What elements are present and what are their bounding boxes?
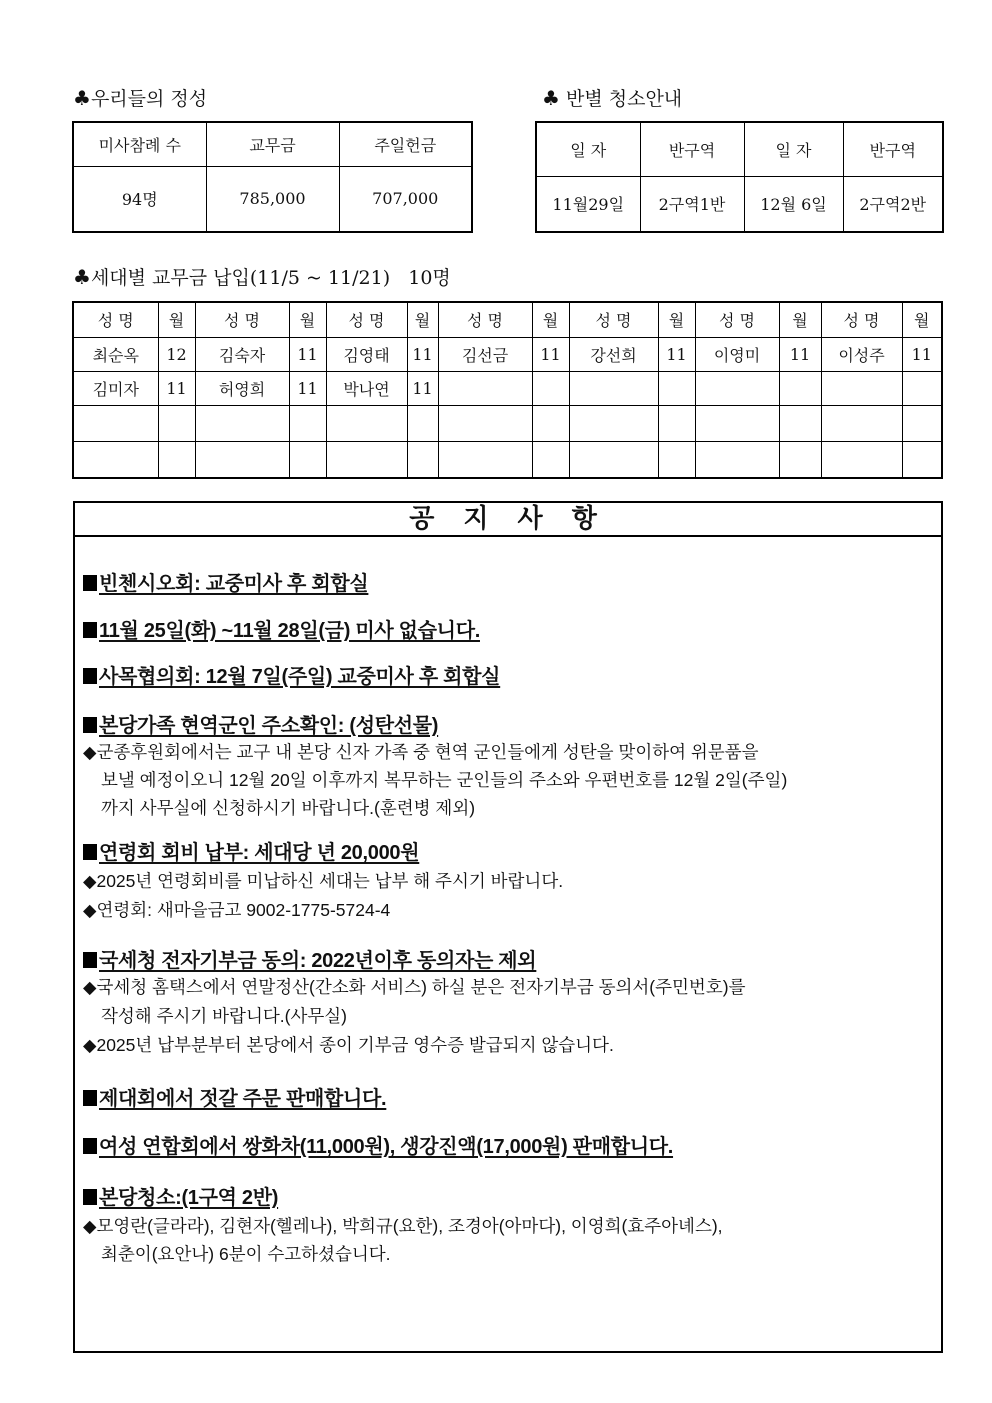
square-bullet-icon bbox=[83, 1189, 97, 1205]
offering-header-attendance: 미사참례 수 bbox=[73, 122, 206, 166]
dues-name bbox=[326, 441, 407, 478]
dues-name bbox=[195, 405, 289, 441]
table-row bbox=[73, 371, 942, 405]
dues-name: 김영태 bbox=[326, 337, 407, 371]
cleaning-section-title bbox=[542, 84, 682, 111]
notice-item-title bbox=[83, 709, 438, 738]
dues-name: 이성주 bbox=[821, 337, 902, 371]
dues-month bbox=[779, 441, 821, 478]
square-bullet-icon bbox=[83, 575, 97, 591]
dues-month bbox=[407, 405, 438, 441]
dues-name bbox=[569, 441, 658, 478]
dues-name bbox=[821, 405, 902, 441]
dues-header-row bbox=[73, 302, 942, 337]
offering-table bbox=[72, 121, 473, 233]
cleaning-header-date-1: 일 자 bbox=[536, 122, 640, 176]
dues-month bbox=[779, 371, 821, 405]
dues-name: 김미자 bbox=[73, 371, 158, 405]
dues-name bbox=[438, 441, 532, 478]
square-bullet-icon bbox=[83, 1138, 97, 1154]
notice-line: 작성해 주시기 바랍니다.(사무실) bbox=[101, 1006, 348, 1026]
notice-title-text: 본당청소:(1구역 2반) bbox=[99, 1187, 279, 1209]
dues-month bbox=[289, 405, 326, 441]
dues-month bbox=[902, 441, 942, 478]
dues-table bbox=[72, 301, 943, 479]
notice-line: ◆모영란(글라라), 김현자(헬레나), 박희규(요한), 조경아(아마다), 이영희(효주아녜스), bbox=[83, 1216, 723, 1236]
notice-line: ◆연령회: 새마을금고 9002-1775-5724-4 bbox=[83, 900, 391, 920]
notice-item-title bbox=[83, 660, 500, 689]
dues-month: 11 bbox=[407, 337, 438, 371]
dues-name bbox=[569, 405, 658, 441]
square-bullet-icon bbox=[83, 952, 97, 968]
dues-month bbox=[532, 441, 569, 478]
dues-name: 허영희 bbox=[195, 371, 289, 405]
notice-title-text: 본당가족 현역군인 주소확인: (성탄선물) bbox=[99, 715, 439, 737]
dues-header-month: 월 bbox=[902, 302, 942, 337]
dues-month: 11 bbox=[289, 371, 326, 405]
dues-name bbox=[569, 371, 658, 405]
dues-name bbox=[821, 441, 902, 478]
offering-header-dues: 교무금 bbox=[206, 122, 339, 166]
dues-name bbox=[73, 441, 158, 478]
notice-title-text: 국세청 전자기부금 동의: 2022년이후 동의자는 제외 bbox=[99, 950, 537, 972]
notice-item-title bbox=[83, 1181, 278, 1210]
dues-name bbox=[438, 371, 532, 405]
cleaning-area-2: 2구역2반 bbox=[843, 176, 943, 232]
dues-header-name: 성 명 bbox=[73, 302, 158, 337]
dues-title-text: 세대별 교무금 납입 bbox=[90, 267, 250, 289]
notice-heading: 공 지 사 항 bbox=[75, 503, 941, 537]
notice-title-text: 11월 25일(화) ~11월 28일(금) 미사 없습니다. bbox=[99, 620, 480, 642]
notice-title-text: 제대회에서 젓갈 주문 판매합니다. bbox=[99, 1088, 387, 1110]
dues-name bbox=[73, 405, 158, 441]
dues-name: 이영미 bbox=[695, 337, 779, 371]
offering-title-text: 우리들의 정성 bbox=[90, 88, 208, 110]
dues-month bbox=[158, 441, 195, 478]
club-icon: ♣ bbox=[73, 265, 91, 289]
dues-name: 김선금 bbox=[438, 337, 532, 371]
notice-title-text: 빈첸시오회: 교중미사 후 회합실 bbox=[99, 573, 369, 595]
dues-name: 강선희 bbox=[569, 337, 658, 371]
notice-item-title bbox=[83, 836, 419, 865]
dues-name bbox=[195, 441, 289, 478]
notice-title-text: 사목협의회: 12월 7일(주일) 교중미사 후 회합실 bbox=[99, 666, 501, 688]
cleaning-header-date-2: 일 자 bbox=[744, 122, 843, 176]
cleaning-header-area-1: 반구역 bbox=[640, 122, 744, 176]
cleaning-title-text: 반별 청소안내 bbox=[565, 88, 683, 110]
dues-header-month: 월 bbox=[407, 302, 438, 337]
notice-line: ◆군종후원회에서는 교구 내 본당 신자 가족 중 현역 군인들에게 성탄을 맞이하여 위문품을 bbox=[83, 742, 759, 762]
dues-month bbox=[289, 441, 326, 478]
cleaning-date-1: 11월29일 bbox=[536, 176, 640, 232]
dues-month: 11 bbox=[779, 337, 821, 371]
dues-month bbox=[658, 405, 695, 441]
square-bullet-icon bbox=[83, 844, 97, 860]
notice-item-title bbox=[83, 614, 480, 643]
dues-month bbox=[902, 405, 942, 441]
notice-item-title bbox=[83, 1130, 673, 1159]
notice-line: 까지 사무실에 신청하시기 바랍니다.(훈련병 제외) bbox=[101, 798, 476, 818]
dues-month bbox=[779, 405, 821, 441]
cleaning-table bbox=[535, 121, 944, 233]
table-row bbox=[73, 337, 942, 371]
dues-month: 11 bbox=[532, 337, 569, 371]
table-row bbox=[73, 441, 942, 478]
square-bullet-icon bbox=[83, 717, 97, 733]
dues-month bbox=[158, 405, 195, 441]
dues-header-name: 성 명 bbox=[195, 302, 289, 337]
dues-header-name: 성 명 bbox=[569, 302, 658, 337]
notice-item-title bbox=[83, 1082, 386, 1111]
dues-month: 12 bbox=[158, 337, 195, 371]
dues-month bbox=[532, 371, 569, 405]
dues-header-month: 월 bbox=[658, 302, 695, 337]
dues-period: (11/5 ~ 11/21) bbox=[249, 267, 391, 289]
notice-line: 최춘이(요안나) 6분이 수고하셨습니다. bbox=[101, 1244, 391, 1264]
notice-item-title bbox=[83, 567, 368, 596]
square-bullet-icon bbox=[83, 1090, 97, 1106]
dues-header-month: 월 bbox=[779, 302, 821, 337]
dues-month bbox=[658, 371, 695, 405]
dues-name: 최순옥 bbox=[73, 337, 158, 371]
dues-month: 11 bbox=[902, 337, 942, 371]
dues-section-title bbox=[73, 263, 451, 290]
dues-header-name: 성 명 bbox=[821, 302, 902, 337]
dues-name bbox=[821, 371, 902, 405]
square-bullet-icon bbox=[83, 668, 97, 684]
offering-value-dues: 785,000 bbox=[206, 166, 339, 232]
dues-header-name: 성 명 bbox=[695, 302, 779, 337]
notice-line: ◆국세청 홈택스에서 연말정산(간소화 서비스) 하실 분은 전자기부금 동의서(주민번호)를 bbox=[83, 977, 746, 997]
cleaning-area-1: 2구역1반 bbox=[640, 176, 744, 232]
offering-value-sunday: 707,000 bbox=[339, 166, 472, 232]
dues-name bbox=[695, 405, 779, 441]
dues-name bbox=[438, 405, 532, 441]
dues-header-name: 성 명 bbox=[326, 302, 407, 337]
notice-title-text: 연령회 회비 납부: 세대당 년 20,000원 bbox=[99, 842, 420, 864]
dues-header-month: 월 bbox=[158, 302, 195, 337]
square-bullet-icon bbox=[83, 622, 97, 638]
dues-month bbox=[658, 441, 695, 478]
notice-line: ◆2025년 연령회비를 미납하신 세대는 납부 해 주시기 바랍니다. bbox=[83, 871, 564, 891]
notice-title-text: 여성 연합회에서 쌍화차(11,000원), 생강진액(17,000원) 판매합니다. bbox=[99, 1136, 674, 1158]
dues-month: 11 bbox=[289, 337, 326, 371]
notice-box bbox=[73, 501, 943, 1353]
club-icon: ♣ bbox=[542, 86, 560, 110]
dues-month bbox=[902, 371, 942, 405]
dues-name bbox=[695, 371, 779, 405]
dues-name bbox=[695, 441, 779, 478]
dues-name: 박나연 bbox=[326, 371, 407, 405]
dues-name: 김숙자 bbox=[195, 337, 289, 371]
dues-month bbox=[407, 441, 438, 478]
dues-header-month: 월 bbox=[532, 302, 569, 337]
dues-name bbox=[326, 405, 407, 441]
offering-header-sunday: 주일헌금 bbox=[339, 122, 472, 166]
dues-month: 11 bbox=[158, 371, 195, 405]
cleaning-header-area-2: 반구역 bbox=[843, 122, 943, 176]
dues-header-name: 성 명 bbox=[438, 302, 532, 337]
dues-month: 11 bbox=[407, 371, 438, 405]
cleaning-date-2: 12월 6일 bbox=[744, 176, 843, 232]
dues-header-month: 월 bbox=[289, 302, 326, 337]
notice-line: 보낼 예정이오니 12월 20일 이후까지 복무하는 군인들의 주소와 우편번호를 12월 2일(주일) bbox=[101, 770, 788, 790]
offering-value-attendance: 94명 bbox=[73, 166, 206, 232]
notice-line: ◆2025년 납부분부터 본당에서 종이 기부금 영수증 발급되지 않습니다. bbox=[83, 1035, 614, 1055]
table-row bbox=[73, 405, 942, 441]
offering-section-title bbox=[73, 84, 207, 111]
dues-month: 11 bbox=[658, 337, 695, 371]
dues-month bbox=[532, 405, 569, 441]
notice-item-title bbox=[83, 944, 536, 973]
club-icon: ♣ bbox=[73, 86, 91, 110]
dues-count: 10명 bbox=[408, 267, 451, 289]
